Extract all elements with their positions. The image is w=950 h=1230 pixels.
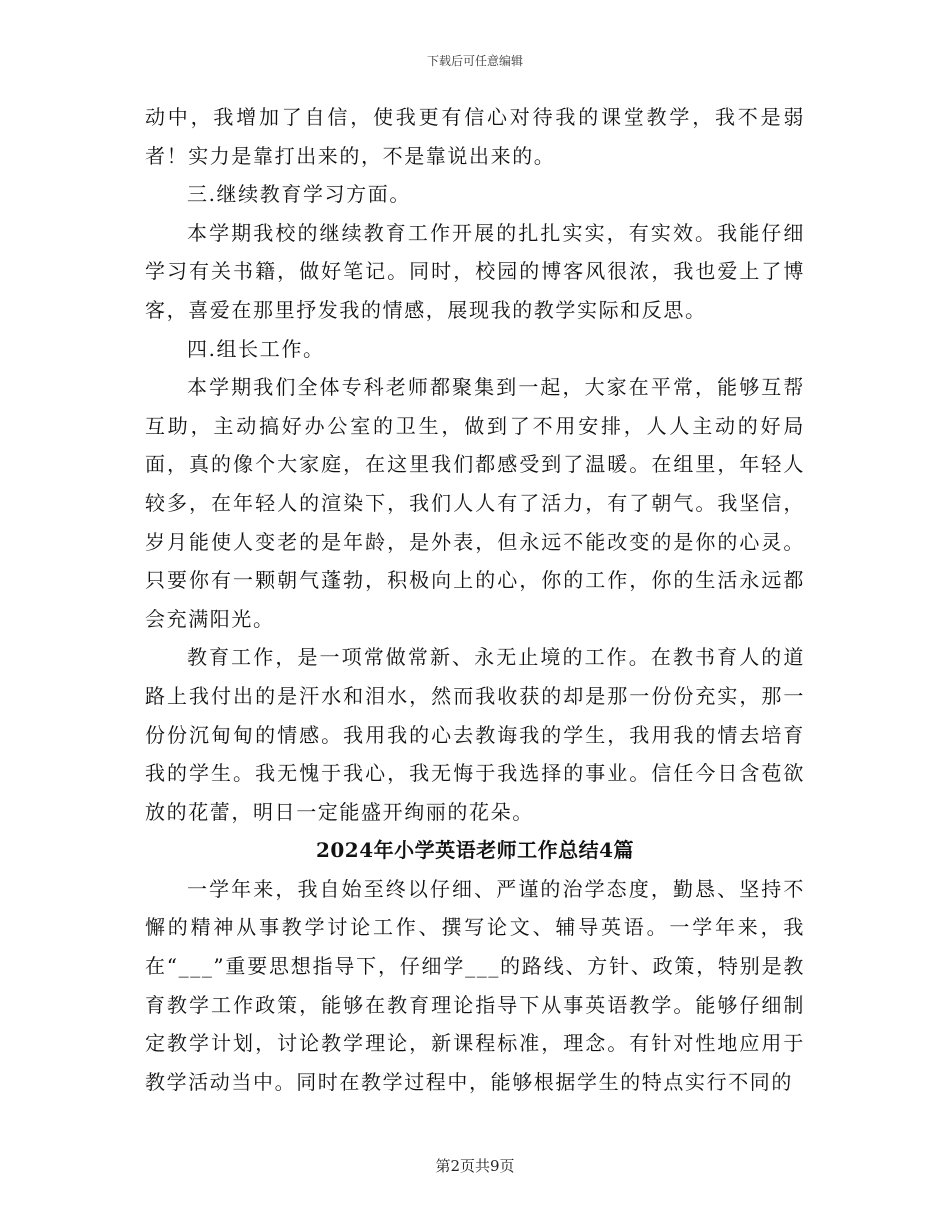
page-number: 第2页共9页: [435, 1157, 515, 1175]
paragraph: 教育工作，是一项常做常新、永无止境的工作。在教书育人的道路上我付出的是汗水和泪水，然而我收获的却是那一份份充实，那一份份沉甸甸的情感。我用我的心去教诲我的学生，我用我的情去培育我的学生。我无愧于我心，我无悔于我选择的事业。信任今日含苞欲放的花蕾，明日一定能盛开绚丽的花朵。: [145, 645, 805, 824]
paragraph: 本学期我们全体专科老师都聚集到一起，大家在平常，能够互帮互助，主动搞好办公室的卫生，做到了不用安排，人人主动的好局面，真的像个大家庭，在这里我们都感受到了温暖。在组里，年轻人较多，在年轻人的渲染下，我们人人有了活力，有了朝气。我坚信，岁月能使人变老的是年龄，是外表，但永远不能改变的是你的心灵。只要你有一颗朝气蓬勃，积极向上的心，你的工作，你的生活永远都会充满阳光。: [145, 375, 805, 631]
document-title: 2024年小学英语老师工作总结4篇: [315, 838, 635, 863]
section-heading-continuing-education: 三.继续教育学习方面。: [187, 182, 411, 207]
section-heading-group-leader: 四.组长工作。: [187, 336, 325, 361]
paragraph: 本学期我校的继续教育工作开展的扎扎实实，有实效。我能仔细学习有关书籍，做好笔记。同时，校园的博客风很浓，我也爱上了博客，喜爱在那里抒发我的情感，展现我的教学实际和反思。: [145, 220, 805, 322]
paragraph: 动中，我增加了自信，使我更有信心对待我的课堂教学，我不是弱者！实力是靠打出来的，不是靠说出来的。: [145, 105, 805, 168]
page-header: 下载后可任意编辑: [426, 54, 523, 68]
document-body: [145, 98, 805, 1101]
paragraph: 一学年来，我自始至终以仔细、严谨的治学态度，勤恳、坚持不懈的精神从事教学讨论工作、撰写论文、辅导英语。一学年来，我在“___”重要思想指导下，仔细学___的路线、方针、政策，特别是教育教学工作政策，能够在教育理论指导下从事英语教学。能够仔细制定教学计划，讨论教学理论，新课程标准，理念。有针对性地应用于教学活动当中。同时在教学过程中，能够根据学生的特点实行不同的: [145, 876, 805, 1094]
